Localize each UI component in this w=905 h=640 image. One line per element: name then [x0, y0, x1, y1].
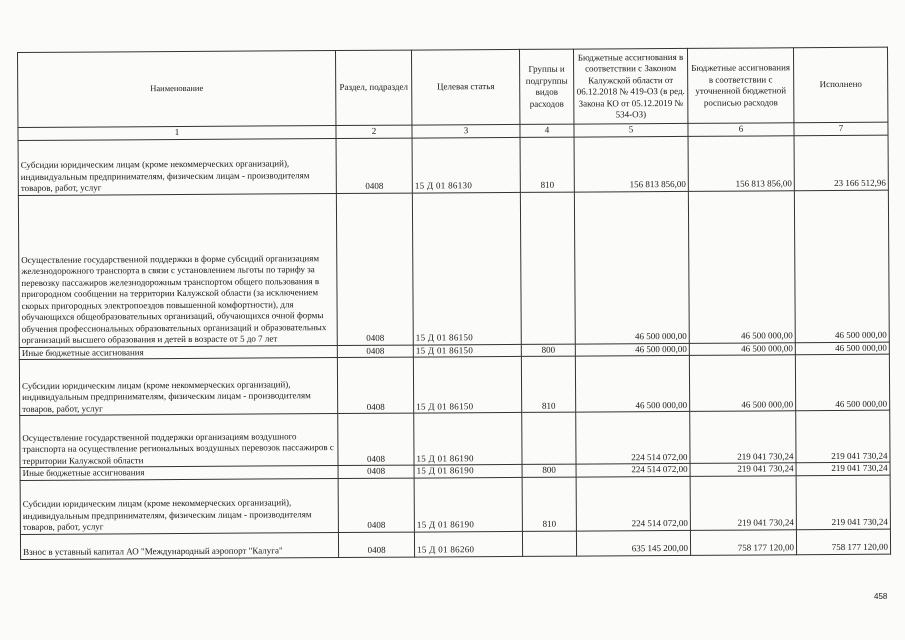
row-budget: 224 514 072,00	[576, 476, 690, 531]
row-budget: 635 145 200,00	[576, 530, 690, 556]
column-number: 2	[336, 125, 412, 138]
row-refined: 156 813 856,00	[688, 135, 794, 191]
table-row	[18, 135, 888, 195]
row-refined: 219 041 730,24	[690, 475, 796, 530]
header-budget-law: Бюджетные ассигнования в соответствии с Законом Калужской области от 06.12.2018 № 419-ОЗ (в ред. Закона КО от 05.12.2019 № 534-ОЗ)	[573, 48, 687, 124]
row-name: Субсидии юридическим лицам (кроме некоммерческих организаций), индивидуальным предпринимателям, физическим лицам - производителям товаров, работ, услуг	[19, 358, 337, 416]
row-group: 810	[520, 137, 574, 192]
row-name: Взнос в уставный капитал АО "Международный аэропорт "Калуга"	[20, 532, 338, 559]
column-number: 1	[18, 126, 336, 140]
row-group	[522, 412, 576, 464]
table-row	[20, 529, 890, 559]
row-target-article: 15 Д 01 86150	[413, 356, 521, 413]
row-budget: 224 514 072,00	[576, 463, 690, 476]
row-executed: 46 500 000,00	[794, 190, 889, 343]
row-budget: 224 514 072,00	[576, 411, 690, 464]
row-section: 0408	[337, 345, 413, 358]
row-section: 0408	[338, 532, 414, 557]
row-executed: 219 041 730,24	[796, 410, 890, 463]
row-group: 810	[521, 356, 575, 412]
row-section: 0408	[336, 193, 413, 345]
document-page	[17, 47, 892, 572]
row-budget: 46 500 000,00	[574, 191, 689, 344]
row-section: 0408	[337, 357, 413, 413]
row-target-article: 15 Д 01 86130	[412, 137, 520, 193]
column-number: 6	[688, 123, 794, 136]
row-name: Осуществление государственной поддержки в форме субсидий организациям железнодорожного транспорта в связи с установлением льготы по тарифу за перевозку пассажиров железнодорожным транспортом общего пользования в пригородном сообщении на территории Калужской области (за исключением скорых пригородных электропоездов повышенной комфортности), для обучающихся общеобразовательных организаций, обучающихся очной формы обучения профессиональных образовательных организаций и образовательных организаций высшего образования и детей в возрасте от 5 до 7 лет	[18, 193, 337, 347]
row-target-article: 15 Д 01 86150	[412, 192, 521, 345]
row-section: 0408	[336, 138, 412, 193]
header-row	[18, 47, 888, 127]
row-target-article: 15 Д 01 86150	[413, 344, 521, 357]
budget-execution-table	[17, 47, 891, 560]
row-executed: 23 166 512,96	[794, 135, 888, 191]
row-section: 0408	[338, 413, 414, 465]
column-number: 7	[794, 122, 888, 135]
row-refined: 219 041 730,24	[690, 411, 796, 464]
row-group: 810	[522, 477, 576, 531]
table-row	[18, 190, 889, 347]
row-name: Осуществление государственной поддержки организациям воздушного транспорта на осуществление региональных воздушных перевозок пассажиров с территории Калужской области	[20, 414, 338, 468]
row-name: Иные бюджетные ассигнования	[19, 345, 337, 359]
row-target-article: 15 Д 01 86190	[414, 464, 522, 477]
row-refined: 219 041 730,24	[690, 463, 796, 476]
header-target-article: Целевая статья	[411, 49, 519, 125]
column-number: 5	[574, 123, 688, 136]
row-executed: 219 041 730,24	[796, 462, 890, 475]
header-budget-refined: Бюджетные ассигнования в соответствии с уточненной бюджетной росписью расходов	[687, 48, 793, 124]
row-target-article: 15 Д 01 86260	[414, 531, 522, 557]
header-expense-groups: Группы и подгруппы видов расходов	[519, 49, 573, 124]
row-section: 0408	[338, 478, 414, 532]
table-row	[19, 354, 889, 415]
row-refined: 758 177 120,00	[690, 529, 796, 555]
row-executed: 758 177 120,00	[796, 529, 890, 555]
row-budget: 46 500 000,00	[575, 343, 689, 356]
column-number: 4	[520, 124, 574, 137]
header-section: Раздел, подраздел	[335, 50, 411, 125]
page-number: 458	[874, 592, 888, 601]
row-refined: 46 500 000,00	[689, 355, 795, 412]
row-name: Субсидии юридическим лицам (кроме некоммерческих организаций), индивидуальным предпринимателям, физическим лицам - производителям товаров, работ, услуг	[20, 478, 338, 534]
row-budget: 46 500 000,00	[575, 355, 689, 412]
row-group: 800	[521, 344, 575, 357]
row-name: Субсидии юридическим лицам (кроме некоммерческих организаций), индивидуальным предпринимателям, физическим лицам - производителям товаров, работ, услуг	[18, 138, 336, 195]
row-section: 0408	[338, 465, 414, 478]
row-group	[522, 531, 576, 556]
row-target-article: 15 Д 01 86190	[414, 412, 522, 465]
table-row	[20, 410, 890, 467]
column-number: 3	[412, 124, 520, 137]
row-budget: 156 813 856,00	[574, 136, 688, 192]
header-executed: Исполнено	[793, 47, 887, 123]
row-target-article: 15 Д 01 86190	[414, 477, 522, 532]
table-row	[20, 475, 890, 534]
row-executed: 219 041 730,24	[796, 475, 890, 530]
row-executed: 46 500 000,00	[795, 354, 889, 411]
header-name: Наименование	[18, 51, 336, 128]
row-group	[520, 192, 575, 344]
row-refined: 46 500 000,00	[689, 342, 795, 355]
row-name: Иные бюджетные ассигнования	[20, 466, 338, 480]
row-executed: 46 500 000,00	[795, 342, 889, 355]
row-group: 800	[522, 464, 576, 477]
row-refined: 46 500 000,00	[688, 190, 795, 343]
